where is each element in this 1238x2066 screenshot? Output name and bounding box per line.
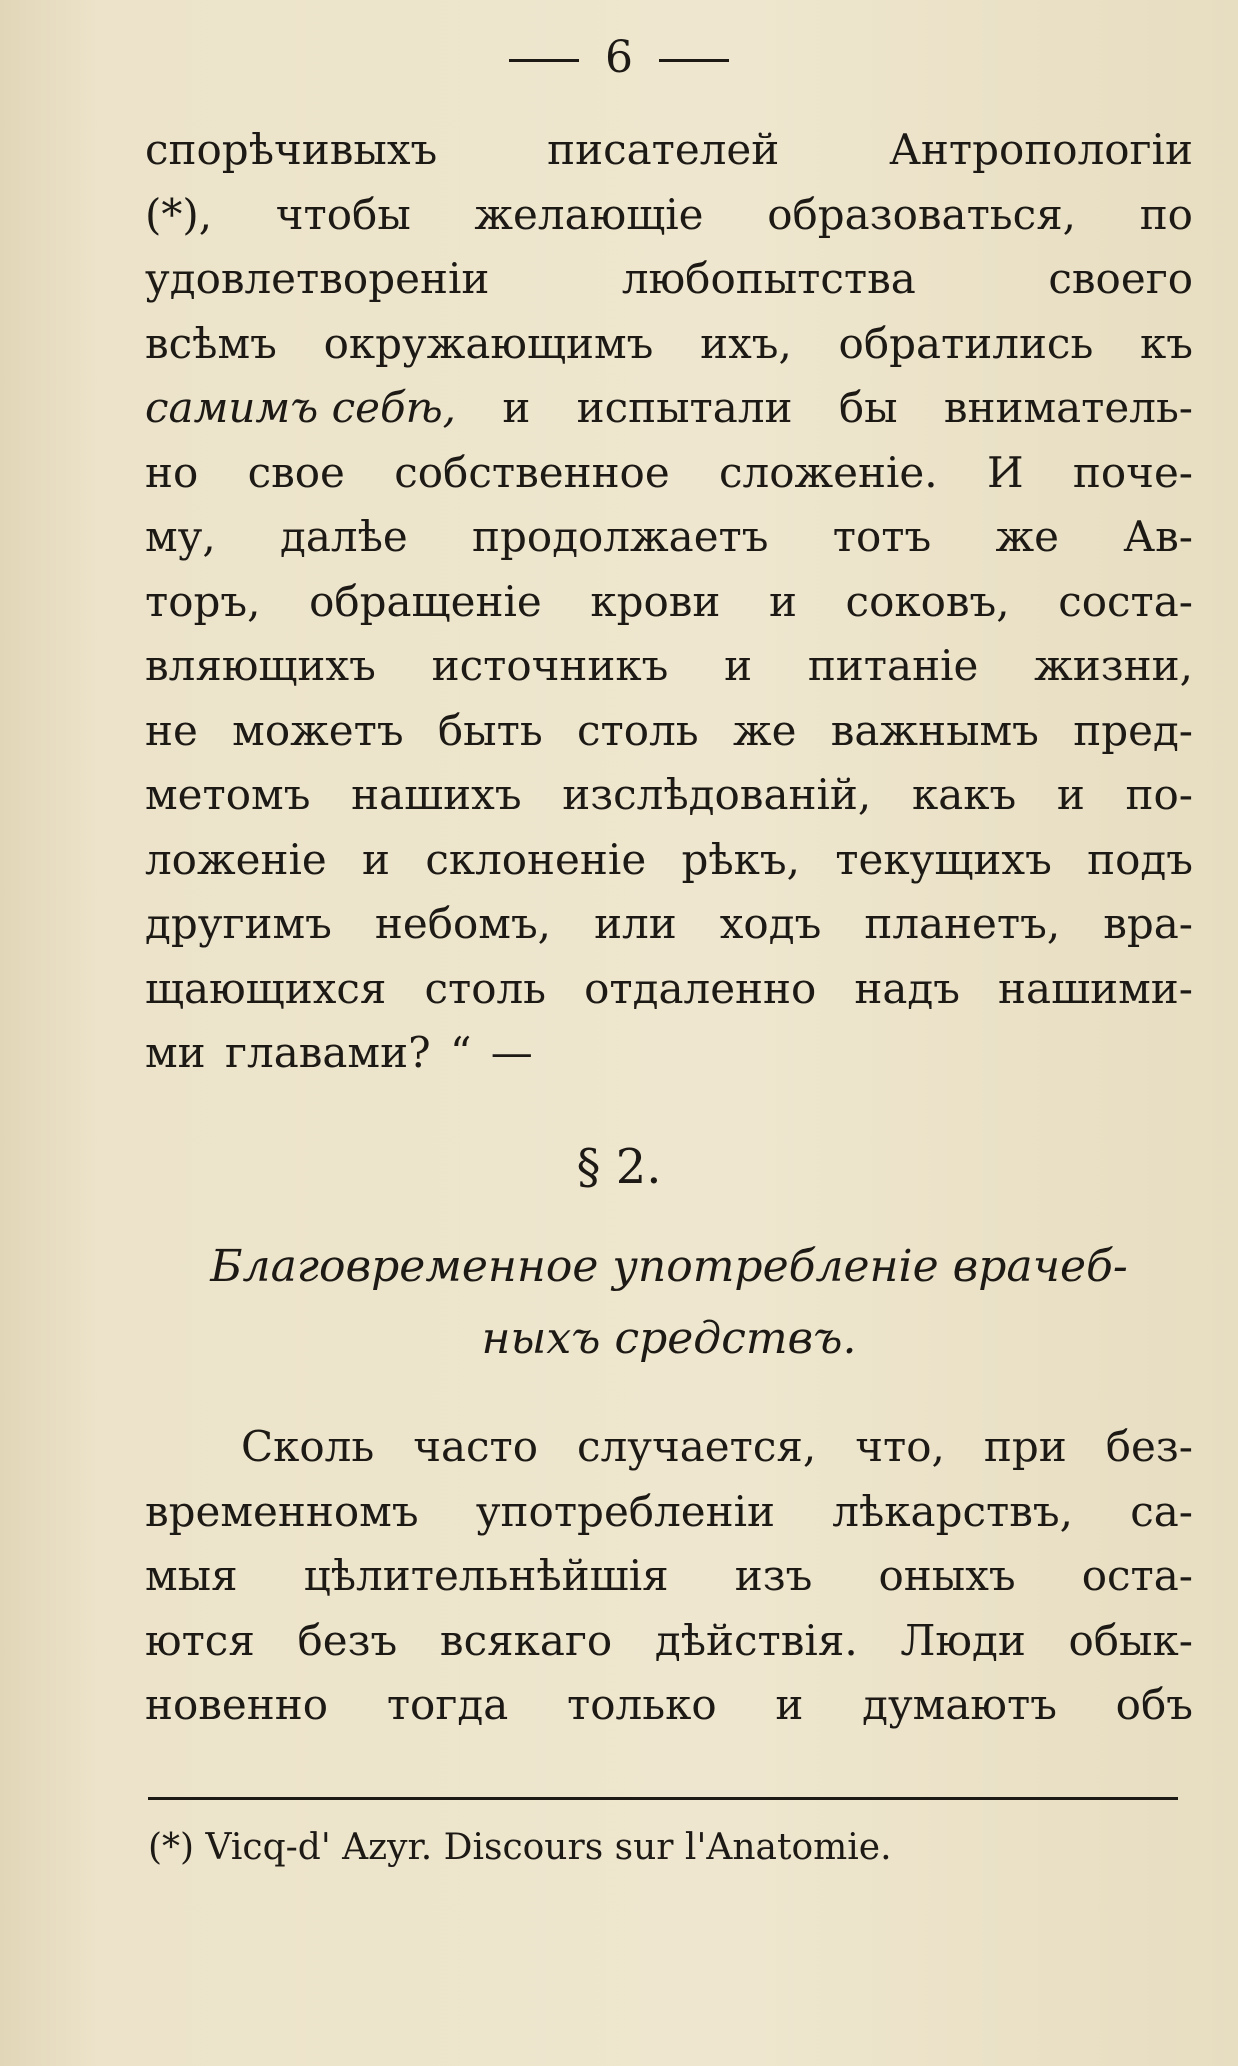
- section-number: § 2.: [576, 1139, 662, 1195]
- word: дѣйствiя.: [654, 1615, 858, 1665]
- text-line: [145, 118, 1193, 183]
- word: источникъ: [431, 641, 669, 690]
- word: желающiе: [474, 189, 704, 239]
- word: без-: [1105, 1422, 1193, 1471]
- word: вляющихъ: [145, 641, 376, 690]
- text-line: [145, 441, 1193, 506]
- word: рѣкъ,: [681, 834, 801, 884]
- word: соста-: [1058, 576, 1193, 626]
- right-ornament-dash: [659, 59, 729, 62]
- word: питанiе: [807, 641, 979, 690]
- word: обратились: [838, 318, 1094, 368]
- word: ются: [145, 1615, 255, 1665]
- word: любопытства: [621, 254, 916, 303]
- word: ложенiе: [145, 834, 327, 884]
- word: са-: [1130, 1486, 1193, 1536]
- word: не: [145, 705, 198, 755]
- paragraph-body: [145, 1415, 1193, 1738]
- word: торъ,: [145, 576, 261, 626]
- word: жизни,: [1034, 641, 1193, 690]
- word: далѣе: [280, 512, 408, 561]
- word: и: [1056, 770, 1085, 819]
- word: столь: [577, 705, 699, 755]
- text-line: [145, 763, 1193, 828]
- word: всякаго: [439, 1615, 613, 1665]
- left-ornament-dash: [509, 59, 579, 62]
- word: по: [1139, 189, 1193, 239]
- word: важнымъ: [830, 705, 1039, 755]
- footnote-rule: [148, 1797, 1178, 1800]
- footnote: (*) Vicq-d' Azyr. Discours sur l'Anatomie.: [148, 1827, 892, 1868]
- word: окружающимъ: [323, 318, 654, 368]
- word: обращенiе: [309, 576, 542, 626]
- running-head: [0, 28, 1238, 88]
- text-line: [145, 505, 1193, 570]
- word: что,: [855, 1422, 945, 1471]
- word: же: [995, 512, 1060, 561]
- text-line: [145, 957, 1193, 1022]
- text-line: ми главами? “ —: [145, 1028, 533, 1077]
- word: текущихъ: [835, 834, 1052, 884]
- word: чтобы: [275, 189, 411, 239]
- word: (*),: [145, 189, 213, 239]
- word: писателей: [547, 125, 780, 174]
- word: всѣмъ: [145, 318, 277, 368]
- word: свое: [247, 447, 345, 497]
- text-line: [145, 892, 1193, 957]
- text-line: [145, 1609, 1193, 1674]
- word: Ав-: [1123, 512, 1193, 561]
- word: ходъ: [719, 899, 822, 948]
- word: мыя: [145, 1551, 238, 1600]
- word: обык-: [1068, 1615, 1193, 1665]
- word: соковъ,: [845, 576, 1010, 626]
- word: собственное: [394, 447, 670, 497]
- word: временномъ: [145, 1486, 419, 1536]
- word: столь: [424, 963, 547, 1013]
- word: отдаленно: [584, 963, 817, 1013]
- word: новенно: [145, 1680, 329, 1729]
- word: изслѣдованiй,: [562, 770, 872, 819]
- word: и: [502, 383, 531, 432]
- text-line: [145, 1415, 1193, 1480]
- word: бы: [838, 383, 898, 432]
- text-line: [145, 312, 1193, 377]
- word: объ: [1115, 1680, 1193, 1729]
- word: часто: [413, 1422, 539, 1471]
- word: щающихся: [145, 963, 387, 1013]
- word: пред-: [1073, 705, 1193, 755]
- word: поче-: [1072, 447, 1193, 497]
- word: нашихъ: [351, 770, 522, 819]
- word: и: [724, 641, 753, 690]
- paragraph-last-line: [145, 1021, 1193, 1086]
- word: крови: [590, 576, 721, 626]
- text-line: [145, 247, 1193, 312]
- word: испытали: [576, 383, 793, 432]
- word: сложенiе.: [719, 447, 938, 497]
- word: оста-: [1081, 1551, 1193, 1600]
- word: му,: [145, 512, 216, 561]
- text-line: [145, 570, 1193, 635]
- word: И: [986, 447, 1024, 497]
- word: какъ: [911, 770, 1017, 819]
- text-line: [145, 828, 1193, 893]
- section-subheading-line-2: ныхъ средствъ.: [481, 1313, 857, 1364]
- word: же: [732, 705, 797, 755]
- word: при: [983, 1422, 1067, 1471]
- text-line: [145, 1673, 1193, 1738]
- text-line: [145, 183, 1193, 248]
- word: и: [768, 576, 797, 626]
- word: надъ: [854, 963, 960, 1013]
- section-subheading-line-1: Благовременное употребленiе врачеб-: [210, 1241, 1128, 1292]
- word: вра-: [1103, 899, 1193, 948]
- word: образоваться,: [767, 189, 1077, 239]
- word: продолжаетъ: [472, 512, 769, 561]
- word: къ: [1140, 318, 1193, 368]
- text-line: [145, 699, 1193, 764]
- word: но: [145, 447, 199, 497]
- text-line: [145, 1480, 1193, 1545]
- word: и: [362, 834, 391, 884]
- word: лѣкарствъ,: [832, 1486, 1073, 1536]
- word: удовлетворенiи: [145, 254, 490, 303]
- word: самимъ себѣ,: [145, 383, 457, 432]
- word: подъ: [1087, 834, 1193, 884]
- word: только: [567, 1680, 717, 1729]
- text-line: [145, 1544, 1193, 1609]
- word: другимъ: [145, 899, 332, 948]
- word: безъ: [297, 1615, 398, 1665]
- word: изъ: [734, 1551, 813, 1600]
- word: и: [775, 1680, 804, 1729]
- word: Антропологiи: [889, 125, 1193, 174]
- word: тогда: [386, 1680, 509, 1729]
- word: случается,: [577, 1422, 817, 1471]
- word: употребленiи: [475, 1486, 776, 1536]
- word: своего: [1048, 254, 1193, 303]
- word: спорѣчивыхъ: [145, 125, 438, 174]
- page-number: 6: [605, 32, 633, 83]
- word: можетъ: [232, 705, 404, 755]
- paragraph-continuation: [145, 118, 1193, 1021]
- word: ихъ,: [700, 318, 792, 368]
- word: Люди: [900, 1615, 1026, 1665]
- word: Сколь: [241, 1422, 375, 1471]
- text-line: [145, 634, 1193, 699]
- word: оныхъ: [878, 1551, 1016, 1600]
- word: вниматель-: [943, 383, 1193, 432]
- word: быть: [437, 705, 543, 755]
- word: цѣлительнѣйшiя: [303, 1551, 669, 1600]
- word: по-: [1125, 770, 1193, 819]
- text-line: [145, 376, 1193, 441]
- word: метомъ: [145, 770, 311, 819]
- word: нашими-: [998, 963, 1193, 1013]
- word: тотъ: [832, 512, 932, 561]
- word: или: [594, 899, 677, 948]
- word: склоненiе: [425, 834, 647, 884]
- word: планетъ,: [864, 899, 1061, 948]
- word: небомъ,: [374, 899, 552, 948]
- word: думаютъ: [862, 1680, 1057, 1729]
